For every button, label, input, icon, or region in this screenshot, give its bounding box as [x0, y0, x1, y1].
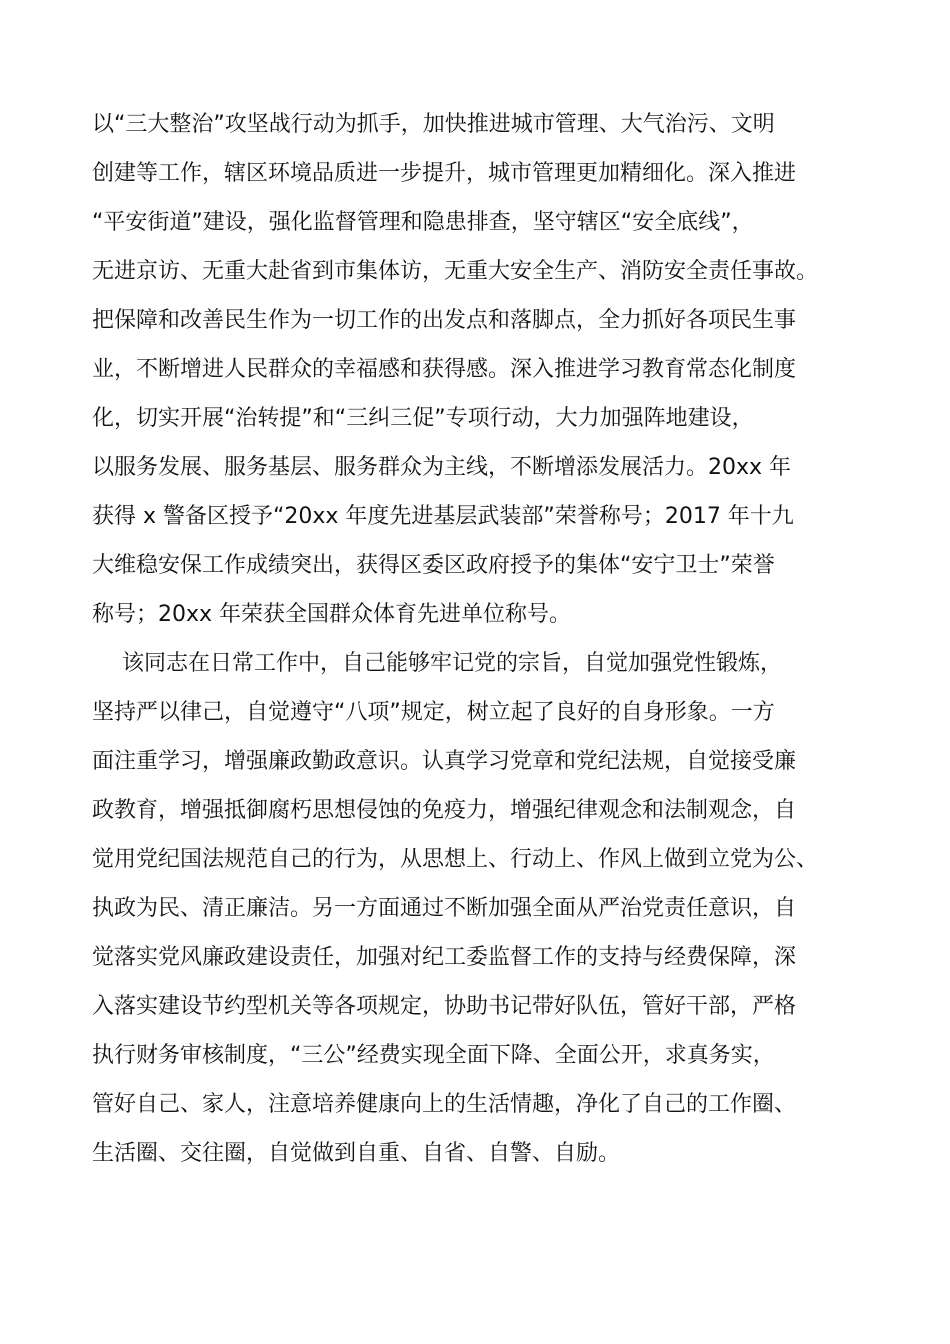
text-line: 把保障和改善民生作为一切工作的出发点和落脚点，全力抓好各项民生事 [92, 308, 797, 333]
text-line: 大维稳安保工作成绩突出，获得区委区政府授予的集体“安宁卫士”荣誉 [92, 553, 775, 578]
paragraph-first-line: 该同志在日常工作中，自己能够牢记党的宗旨，自觉加强党性锻炼， [122, 651, 783, 676]
text-line: 入落实建设节约型机关等各项规定，协助书记带好队伍，管好干部，严格 [92, 994, 797, 1019]
text-line: 管好自己、家人，注意培养健康向上的生活情趣，净化了自己的工作圈、 [92, 1092, 797, 1117]
text-line: 以服务发展、服务基层、服务群众为主线，不断增添发展活力。20xx 年 [92, 455, 792, 480]
text-line: 执行财务审核制度，“三公”经费实现全面下降、全面公开，求真务实， [92, 1043, 775, 1068]
text-line: “平安街道”建设，强化监督管理和隐患排查，坚守辖区“安全底线”， [92, 210, 754, 235]
text-line: 业，不断增进人民群众的幸福感和获得感。深入推进学习教育常态化制度 [92, 357, 797, 382]
text-line: 无进京访、无重大赴省到市集体访，无重大安全生产、消防安全责任事故。 [92, 259, 819, 284]
text-line: 觉落实党风廉政建设责任，加强对纪工委监督工作的支持与经费保障，深 [92, 945, 797, 970]
text-line: 政教育，增强抵御腐朽思想侵蚀的免疫力，增强纪律观念和法制观念，自 [92, 798, 797, 823]
text-line: 获得 x 警备区授予“20xx 年度先进基层武装部”荣誉称号；2017 年十九 [92, 504, 794, 529]
text-line: 坚持严以律己，自觉遵守“八项”规定，树立起了良好的自身形象。一方 [92, 700, 775, 725]
text-line: 面注重学习，增强廉政勤政意识。认真学习党章和党纪法规，自觉接受廉 [92, 749, 797, 774]
text-line: 创建等工作，辖区环境品质进一步提升，城市管理更加精细化。深入推进 [92, 161, 797, 186]
text-line: 觉用党纪国法规范自己的行为，从思想上、行动上、作风上做到立党为公、 [92, 847, 819, 872]
text-line: 生活圈、交往圈，自觉做到自重、自省、自警、自励。 [92, 1141, 621, 1166]
text-line: 执政为民、清正廉洁。另一方面通过不断加强全面从严治党责任意识，自 [92, 896, 797, 921]
text-line: 以“三大整治”攻坚战行动为抓手，加快推进城市管理、大气治污、文明 [92, 112, 775, 137]
text-line: 化，切实开展“治转提”和“三纠三促”专项行动，大力加强阵地建设， [92, 406, 754, 431]
text-line: 称号；20xx 年荣获全国群众体育先进单位称号。 [92, 602, 572, 627]
body-text [92, 100, 882, 1178]
